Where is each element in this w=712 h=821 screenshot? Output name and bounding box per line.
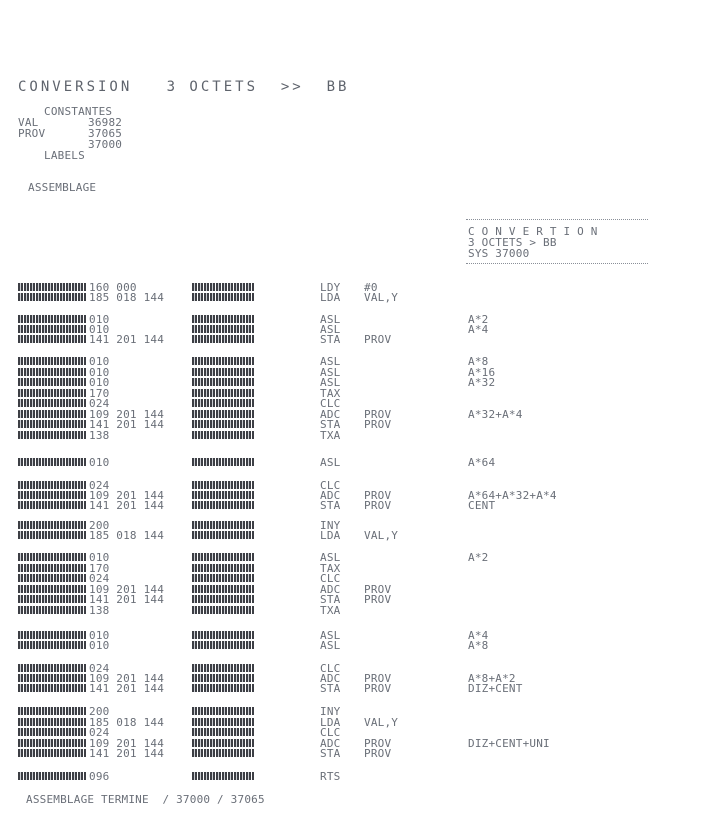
listing-mnemonic: TXA [320, 429, 341, 442]
listing-bytes: 141 201 144 [89, 418, 165, 431]
listing-comment: A*2 [468, 313, 489, 326]
listing-mnemonic: INY [320, 519, 341, 532]
listing-bytes: 010 [89, 639, 110, 652]
listing-comment: A*32+A*4 [468, 408, 523, 421]
listing-operand: PROV [364, 682, 392, 695]
listing-bytes: 024 [89, 662, 110, 675]
listing-comment: A*8 [468, 639, 489, 652]
address-redaction-block [18, 553, 86, 561]
listing-bytes: 141 201 144 [89, 682, 165, 695]
address-redaction-block [18, 564, 86, 572]
listing-operand: PROV [364, 408, 392, 421]
label-redaction-block [192, 357, 254, 365]
listing-mnemonic: RTS [320, 770, 341, 783]
address-redaction-block [18, 739, 86, 747]
listing-bytes: 010 [89, 629, 110, 642]
listing-operand: PROV [364, 499, 392, 512]
listing-comment: A*8+A*2 [468, 672, 516, 685]
listing-mnemonic: ADC [320, 672, 341, 685]
listing-mnemonic: INY [320, 705, 341, 718]
listing-operand: PROV [364, 747, 392, 760]
label-redaction-block [192, 501, 254, 509]
listing-bytes: 109 201 144 [89, 489, 165, 502]
listing-bytes: 200 [89, 519, 110, 532]
listing-comment: A*2 [468, 551, 489, 564]
constant-name-prov: PROV [18, 127, 46, 140]
listing-mnemonic: ADC [320, 489, 341, 502]
label-redaction-block [192, 574, 254, 582]
info-box-line-2: 3 OCTETS > BB [468, 236, 557, 249]
listing-bytes: 170 [89, 562, 110, 575]
address-redaction-block [18, 772, 86, 780]
listing-bytes: 109 201 144 [89, 408, 165, 421]
listing-mnemonic: ASL [320, 629, 341, 642]
listing-operand: VAL,Y [364, 716, 399, 729]
listing-bytes: 141 201 144 [89, 333, 165, 346]
listing-bytes: 160 000 [89, 281, 137, 294]
listing-bytes: 141 201 144 [89, 499, 165, 512]
listing-operand: PROV [364, 737, 392, 750]
listing-mnemonic: ASL [320, 639, 341, 652]
address-redaction-block [18, 585, 86, 593]
listing-bytes: 010 [89, 456, 110, 469]
label-redaction-block [192, 728, 254, 736]
listing-operand: #0 [364, 281, 378, 294]
address-redaction-block [18, 458, 86, 466]
label-redaction-block [192, 315, 254, 323]
label-redaction-block [192, 631, 254, 639]
listing-bytes: 109 201 144 [89, 583, 165, 596]
label-redaction-block [192, 749, 254, 757]
listing-mnemonic: CLC [320, 662, 341, 675]
address-redaction-block [18, 664, 86, 672]
listing-comment: CENT [468, 499, 496, 512]
listing-bytes: 170 [89, 387, 110, 400]
constant-value-val: 36982 [88, 116, 123, 129]
listing-mnemonic: STA [320, 682, 341, 695]
address-redaction-block [18, 368, 86, 376]
label-redaction-block [192, 335, 254, 343]
listing-bytes: 200 [89, 705, 110, 718]
address-redaction-block [18, 674, 86, 682]
address-redaction-block [18, 357, 86, 365]
listing-operand: PROV [364, 672, 392, 685]
listing-mnemonic: TXA [320, 604, 341, 617]
listing-bytes: 138 [89, 429, 110, 442]
listing-comment: A*32 [468, 376, 496, 389]
constant-value-start: 37000 [88, 138, 123, 151]
address-redaction-block [18, 595, 86, 603]
label-redaction-block [192, 368, 254, 376]
listing-bytes: 010 [89, 355, 110, 368]
address-redaction-block [18, 293, 86, 301]
listing-mnemonic: ASL [320, 355, 341, 368]
listing-bytes: 010 [89, 323, 110, 336]
constant-value-prov: 37065 [88, 127, 123, 140]
address-redaction-block [18, 491, 86, 499]
address-redaction-block [18, 718, 86, 726]
listing-mnemonic: ADC [320, 583, 341, 596]
listing-bytes: 024 [89, 479, 110, 492]
listing-mnemonic: ASL [320, 551, 341, 564]
label-redaction-block [192, 521, 254, 529]
listing-bytes: 109 201 144 [89, 737, 165, 750]
listing-mnemonic: ASL [320, 376, 341, 389]
listing-mnemonic: LDA [320, 291, 341, 304]
address-redaction-block [18, 410, 86, 418]
listing-mnemonic: STA [320, 593, 341, 606]
listing-comment: A*64+A*32+A*4 [468, 489, 557, 502]
listing-mnemonic: ASL [320, 456, 341, 469]
address-redaction-block [18, 335, 86, 343]
address-redaction-block [18, 531, 86, 539]
address-redaction-block [18, 728, 86, 736]
listing-bytes: 109 201 144 [89, 672, 165, 685]
listing-mnemonic: LDA [320, 716, 341, 729]
label-redaction-block [192, 293, 254, 301]
info-box-line-3: SYS 37000 [468, 247, 530, 260]
listing-mnemonic: LDA [320, 529, 341, 542]
address-redaction-block [18, 378, 86, 386]
info-box-line-1: C O N V E R T I O N [468, 225, 598, 238]
address-redaction-block [18, 325, 86, 333]
address-redaction-block [18, 283, 86, 291]
listing-operand: VAL,Y [364, 529, 399, 542]
listing-bytes: 010 [89, 366, 110, 379]
info-box-top-rule [466, 219, 648, 220]
address-redaction-block [18, 707, 86, 715]
address-redaction-block [18, 399, 86, 407]
listing-bytes: 185 018 144 [89, 291, 165, 304]
label-redaction-block [192, 707, 254, 715]
label-redaction-block [192, 399, 254, 407]
listing-bytes: 138 [89, 604, 110, 617]
label-redaction-block [192, 664, 254, 672]
listing-mnemonic: ASL [320, 323, 341, 336]
label-redaction-block [192, 283, 254, 291]
listing-mnemonic: LDY [320, 281, 341, 294]
label-redaction-block [192, 531, 254, 539]
label-redaction-block [192, 772, 254, 780]
label-redaction-block [192, 595, 254, 603]
label-redaction-block [192, 739, 254, 747]
address-redaction-block [18, 420, 86, 428]
label-redaction-block [192, 585, 254, 593]
listing-bytes: 010 [89, 551, 110, 564]
listing-comment: DIZ+CENT+UNI [468, 737, 550, 750]
listing-operand: PROV [364, 593, 392, 606]
listing-bytes: 141 201 144 [89, 747, 165, 760]
listing-mnemonic: STA [320, 418, 341, 431]
address-redaction-block [18, 574, 86, 582]
listing-comment: A*4 [468, 323, 489, 336]
listing-bytes: 185 018 144 [89, 716, 165, 729]
listing-mnemonic: TAX [320, 562, 341, 575]
label-redaction-block [192, 684, 254, 692]
listing-bytes: 010 [89, 313, 110, 326]
listing-bytes: 024 [89, 397, 110, 410]
label-redaction-block [192, 553, 254, 561]
labels-heading: LABELS [44, 149, 85, 162]
footer-status: ASSEMBLAGE TERMINE / 37000 / 37065 [26, 793, 265, 806]
listing-mnemonic: ADC [320, 408, 341, 421]
address-redaction-block [18, 684, 86, 692]
address-redaction-block [18, 501, 86, 509]
label-redaction-block [192, 674, 254, 682]
listing-mnemonic: CLC [320, 479, 341, 492]
listing-mnemonic: ADC [320, 737, 341, 750]
label-redaction-block [192, 718, 254, 726]
info-box-bottom-rule [466, 263, 648, 264]
label-redaction-block [192, 410, 254, 418]
label-redaction-block [192, 325, 254, 333]
constant-name-val: VAL [18, 116, 39, 129]
listing-comment: A*16 [468, 366, 496, 379]
constants-heading: CONSTANTES [44, 105, 113, 118]
listing-bytes: 024 [89, 572, 110, 585]
address-redaction-block [18, 641, 86, 649]
listing-comment: A*8 [468, 355, 489, 368]
label-redaction-block [192, 481, 254, 489]
address-redaction-block [18, 389, 86, 397]
label-redaction-block [192, 491, 254, 499]
listing-operand: PROV [364, 583, 392, 596]
address-redaction-block [18, 315, 86, 323]
listing-mnemonic: CLC [320, 726, 341, 739]
listing-operand: PROV [364, 489, 392, 502]
listing-bytes: 141 201 144 [89, 593, 165, 606]
listing-mnemonic: STA [320, 333, 341, 346]
label-redaction-block [192, 420, 254, 428]
listing-mnemonic: ASL [320, 366, 341, 379]
listing-operand: PROV [364, 333, 392, 346]
listing-bytes: 096 [89, 770, 110, 783]
address-redaction-block [18, 749, 86, 757]
page-title: CONVERSION 3 OCTETS >> BB [18, 79, 350, 95]
label-redaction-block [192, 378, 254, 386]
listing-mnemonic: STA [320, 747, 341, 760]
listing-comment: A*4 [468, 629, 489, 642]
listing-bytes: 185 018 144 [89, 529, 165, 542]
listing-bytes: 024 [89, 726, 110, 739]
listing-mnemonic: TAX [320, 387, 341, 400]
listing-mnemonic: CLC [320, 572, 341, 585]
address-redaction-block [18, 481, 86, 489]
address-redaction-block [18, 521, 86, 529]
listing-operand: PROV [364, 418, 392, 431]
listing-mnemonic: ASL [320, 313, 341, 326]
label-redaction-block [192, 389, 254, 397]
address-redaction-block [18, 431, 86, 439]
assemble-heading: ASSEMBLAGE [28, 181, 97, 194]
label-redaction-block [192, 458, 254, 466]
listing-operand: VAL,Y [364, 291, 399, 304]
listing-comment: DIZ+CENT [468, 682, 523, 695]
address-redaction-block [18, 606, 86, 614]
listing-bytes: 010 [89, 376, 110, 389]
listing-mnemonic: CLC [320, 397, 341, 410]
listing-mnemonic: STA [320, 499, 341, 512]
listing-comment: A*64 [468, 456, 496, 469]
label-redaction-block [192, 606, 254, 614]
label-redaction-block [192, 564, 254, 572]
address-redaction-block [18, 631, 86, 639]
label-redaction-block [192, 641, 254, 649]
label-redaction-block [192, 431, 254, 439]
